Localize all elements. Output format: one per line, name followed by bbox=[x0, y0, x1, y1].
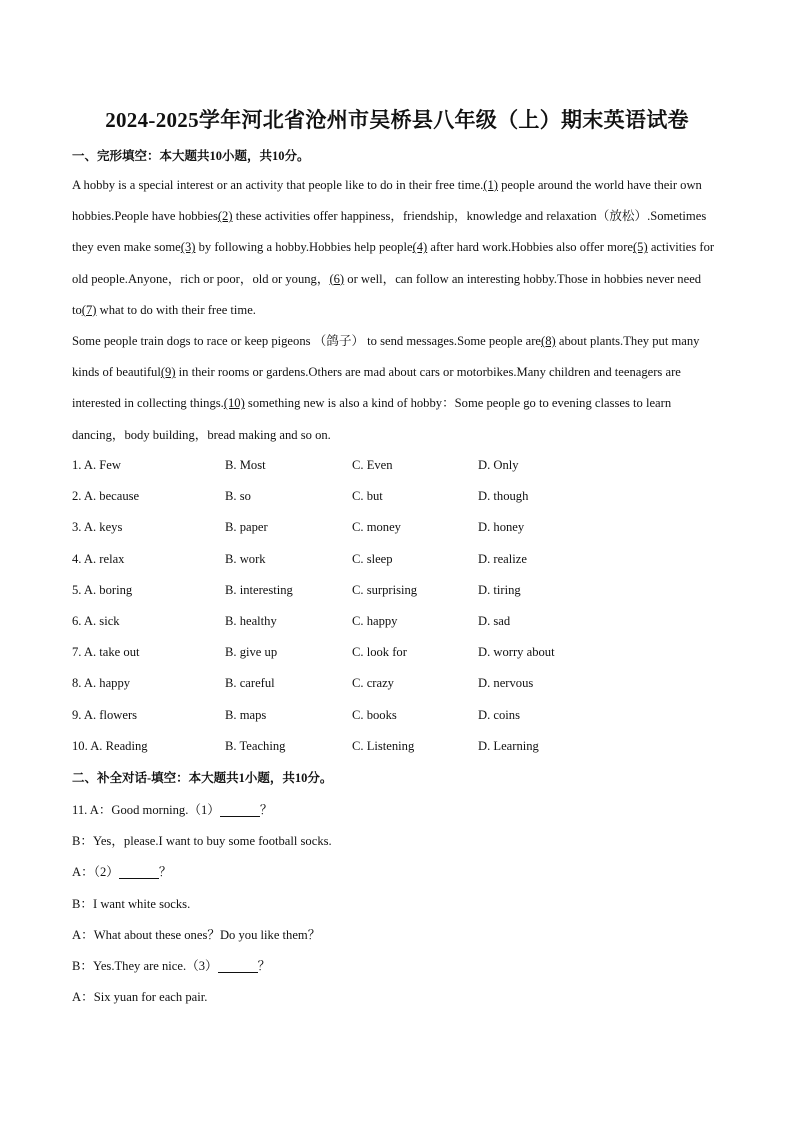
option-row bbox=[72, 637, 720, 668]
section-heading-dialog: 二、补全对话-填空：本大题共1小题，共10分。 bbox=[72, 771, 333, 785]
fill-blank-3[interactable] bbox=[218, 958, 258, 973]
option-b: B. paper bbox=[225, 520, 268, 535]
option-row bbox=[72, 512, 720, 543]
option-row bbox=[72, 700, 720, 731]
blank-1: (1) bbox=[483, 178, 498, 192]
option-row bbox=[72, 668, 720, 699]
option-d: D. Only bbox=[478, 458, 519, 472]
passage-text: these activities offer happiness，friendship，knowledge and relaxation（放松）.Sometimes they even make some bbox=[72, 209, 707, 255]
option-c: C. Even bbox=[352, 458, 393, 472]
option-row bbox=[72, 544, 720, 575]
option-b: B. Most bbox=[225, 458, 266, 472]
option-c: C. surprising bbox=[352, 582, 418, 597]
option-b: B. Teaching bbox=[225, 738, 286, 753]
option-b: B. work bbox=[225, 551, 266, 566]
passage-paragraph-1 bbox=[72, 170, 720, 326]
blank-2: (2) bbox=[217, 209, 233, 224]
passage-text: in their rooms or gardens.Others are mad about cars or motorbikes.Many children and teenagers are interested in collecting things. bbox=[72, 365, 681, 411]
option-d: D. nervous bbox=[478, 676, 534, 691]
option-a: 1. A. Few bbox=[72, 458, 121, 472]
option-c: C. look for bbox=[352, 645, 407, 660]
blank-5: (5) bbox=[632, 240, 648, 255]
fill-blank-1[interactable] bbox=[220, 802, 260, 817]
option-a: 2. A. because bbox=[72, 489, 140, 504]
dialog-line: A：Six yuan for each pair. bbox=[72, 990, 208, 1005]
page-title: 2024-2025学年河北省沧州市吴桥县八年级（上）期末英语试卷 bbox=[105, 108, 689, 132]
option-row bbox=[72, 575, 720, 606]
option-d: D. honey bbox=[478, 520, 525, 535]
option-d: D. worry about bbox=[478, 645, 555, 660]
section-heading-cloze: 一、完形填空：本大题共10小题，共10分。 bbox=[72, 149, 310, 163]
dialog-text: 11. A：Good morning.（1） bbox=[72, 803, 220, 817]
option-b: B. give up bbox=[225, 645, 278, 660]
dialog-line bbox=[72, 795, 720, 826]
option-c: C. but bbox=[352, 489, 383, 504]
option-c: C. happy bbox=[352, 613, 398, 628]
option-c: C. books bbox=[352, 707, 397, 722]
option-row bbox=[72, 731, 720, 762]
passage-text: after hard work.Hobbies also offer more bbox=[427, 240, 633, 255]
option-b: B. maps bbox=[225, 707, 267, 722]
option-a: 9. A. flowers bbox=[72, 707, 138, 722]
dialog-text: B：Yes.They are nice.（3） bbox=[72, 958, 218, 973]
option-a: 8. A. happy bbox=[72, 676, 131, 691]
option-row bbox=[72, 606, 720, 637]
blank-7: (7) bbox=[81, 302, 97, 317]
option-b: B. careful bbox=[225, 676, 275, 691]
passage-text: by following a hobby.Hobbies help people bbox=[195, 240, 413, 255]
option-a: 7. A. take out bbox=[72, 645, 140, 660]
passage-text: activities for old people.Anyone，rich or poor，old or young， bbox=[72, 240, 715, 286]
answer-options bbox=[72, 450, 720, 762]
option-d: D. Learning bbox=[478, 738, 539, 753]
option-d: D. coins bbox=[478, 707, 520, 722]
passage-text: A hobby is a special interest or an activity that people like to do in their free time. bbox=[72, 178, 484, 192]
option-a: 6. A. sick bbox=[72, 613, 120, 628]
option-a: 3. A. keys bbox=[72, 520, 123, 535]
blank-8: (8) bbox=[541, 334, 556, 349]
dialog-line: B：I want white socks. bbox=[72, 896, 191, 911]
passage-paragraph-2 bbox=[72, 326, 720, 451]
option-row bbox=[72, 450, 720, 481]
option-b: B. healthy bbox=[225, 613, 277, 628]
blank-10: (10) bbox=[223, 396, 245, 411]
passage-text: Some people train dogs to race or keep pigeons （鸽子） to send messages.Some people are bbox=[72, 334, 542, 349]
dialog-completion bbox=[72, 795, 720, 1013]
dialog-punct: ？ bbox=[158, 865, 172, 880]
passage-text: what to do with their free time. bbox=[96, 302, 256, 317]
option-row bbox=[72, 481, 720, 512]
option-a: 4. A. relax bbox=[72, 551, 125, 566]
passage-text: about plants.They put many kinds of beautiful bbox=[72, 334, 700, 380]
blank-4: (4) bbox=[412, 240, 428, 255]
option-a: 5. A. boring bbox=[72, 582, 133, 597]
option-c: C. crazy bbox=[352, 676, 394, 691]
dialog-line bbox=[72, 857, 720, 888]
option-d: D. sad bbox=[478, 613, 511, 628]
passage-text: something new is also a kind of hobby：Some people go to evening classes to learn dancing，body building，bread making and so on. bbox=[72, 396, 672, 442]
option-a: 10. A. Reading bbox=[72, 738, 148, 753]
dialog-line: B：Yes，please.I want to buy some football socks. bbox=[72, 834, 332, 849]
blank-3: (3) bbox=[180, 240, 196, 255]
option-c: C. Listening bbox=[352, 738, 415, 753]
option-d: D. realize bbox=[478, 551, 527, 566]
dialog-punct: ？ bbox=[257, 958, 271, 973]
option-b: B. interesting bbox=[225, 582, 293, 597]
option-d: D. though bbox=[478, 489, 529, 504]
blank-6: (6) bbox=[329, 271, 345, 286]
option-b: B. so bbox=[225, 489, 251, 504]
dialog-punct: ？ bbox=[259, 803, 273, 817]
fill-blank-2[interactable] bbox=[119, 864, 159, 879]
dialog-line: A：What about these ones？Do you like them？ bbox=[72, 927, 321, 942]
passage-text: or well，can follow an interesting hobby.Those in hobbies never need to bbox=[72, 271, 702, 317]
passage-text: people around the world have their own hobbies.People have hobbies bbox=[72, 178, 702, 224]
option-d: D. tiring bbox=[478, 582, 521, 597]
option-c: C. money bbox=[352, 520, 401, 535]
dialog-line bbox=[72, 951, 720, 982]
blank-9: (9) bbox=[160, 365, 176, 380]
cloze-passage bbox=[72, 170, 720, 451]
dialog-text: A：（2） bbox=[72, 865, 119, 880]
option-c: C. sleep bbox=[352, 551, 393, 566]
